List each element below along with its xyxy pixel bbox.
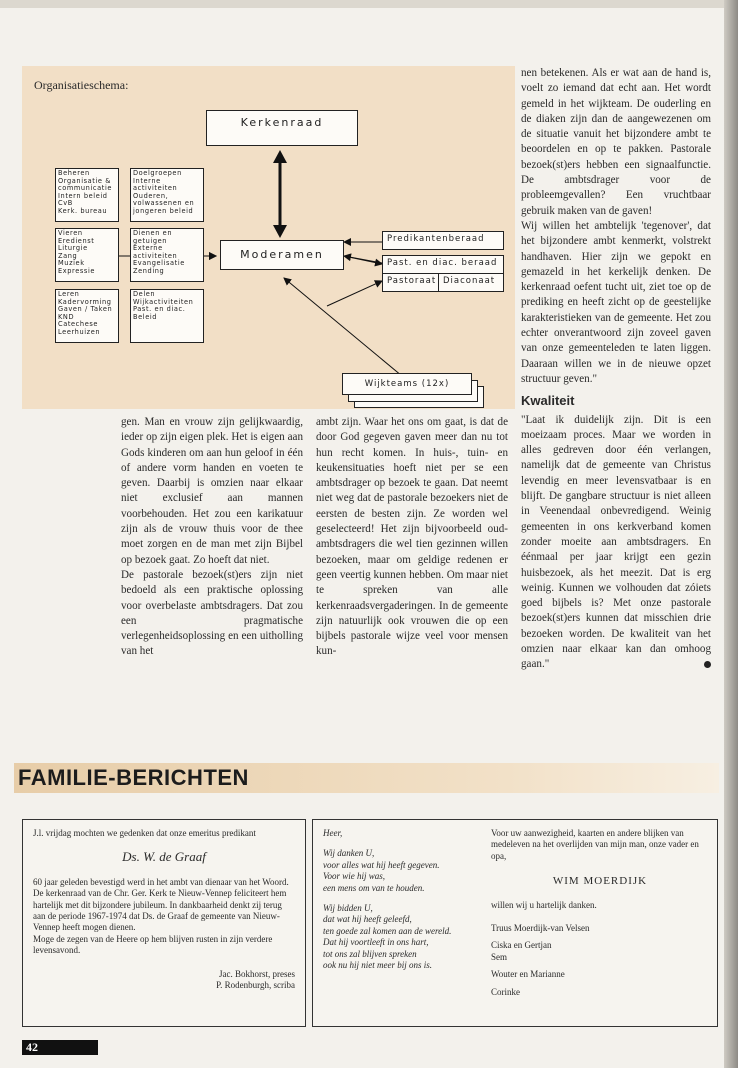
doelgroepen-line: jongeren beleid (133, 206, 194, 215)
poem-line: dat wat hij heeft geleefd, (323, 914, 412, 925)
dienen-line: Evangelisatie (133, 259, 185, 268)
moderamen-label: Moderamen (240, 248, 324, 261)
delen-line: Beleid (133, 312, 158, 321)
leren-line: Leren (58, 290, 80, 298)
memorial-poem (323, 828, 483, 971)
diaconaat-label: Diaconaat (443, 276, 496, 286)
arrow-down-icon (273, 225, 287, 238)
past-diac-beraad-box (382, 255, 504, 274)
beheren-box (55, 168, 119, 222)
vieren-line: Muziek (58, 259, 85, 268)
arrow-up-icon (273, 150, 287, 163)
section-heading-kwaliteit: Kwaliteit (521, 393, 575, 409)
poem-line: voor alles wat hij heeft gegeven. (323, 859, 440, 870)
beheren-line: Beheren (58, 169, 90, 177)
vieren-box (55, 228, 119, 282)
beheren-line: Intern beleid (58, 191, 108, 200)
org-chart-panel (22, 66, 515, 409)
end-mark-icon (704, 661, 711, 668)
vieren-line: Vieren (58, 229, 83, 237)
deceased-name: WIM MOERDIJK (552, 875, 648, 888)
thanks-intro: Voor uw aanwezigheid, kaarten en andere blijken van medeleven na het overlijden van mijn man, onze vader en opa, (491, 828, 699, 861)
predikantenberaad-box (382, 231, 504, 250)
poem-line: Wij danken U, (323, 848, 375, 859)
doelgroepen-line: activiteiten (133, 184, 178, 193)
moderamen-box (220, 240, 344, 270)
vieren-line: Eredienst (58, 236, 95, 245)
poem-line: ten goede zal komen aan de wereld. (323, 925, 452, 936)
beheren-line: communicatie (58, 184, 113, 193)
leren-line: Kadervorming (58, 297, 112, 306)
doelgroepen-line: Interne (133, 176, 161, 185)
dienen-line: getuigen (133, 236, 168, 245)
announcement-text: De kerkenraad van de Chr. Ger. Kerk te Nieuw-Vennep feliciteert hem hartelijk met dit bijzondere jubileum. In dankbaarheid denkt zij terug aan de periode 1967-1974 dat Ds. de Graaf de gemeente van Nieuw-Vennep heeft mogen dienen. (33, 888, 287, 933)
wijkteams-box (342, 373, 472, 395)
kwaliteit-text: "Laat ik duidelijk zijn. Dit is een moeizaam proces. Maar we worden in alles gedreven door één verlangen, namelijk dat de gemeente van Christus levendig en meer levensvatbaar is en blijft. De gangbare structuur is niet alleen in Veenendaal onbevredigend. Weinig gemeenten in ons kerkverband komen zonder moeite aan ambtsdragers. En éénmaal per jaar krijgt een gezin huisbezoek, als het meezit. Dat is erg weinig. Kunnen we volhouden dat zóiets goed bijbels is? Met onze pastorale bezoek(st)ers kunnen dat misschien drie bezoeken worden. De kwaliteit van het omzien naar elkaar kan dan omhoog gaan." (521, 413, 711, 671)
announcement-intro: J.l. vrijdag mochten we gedenken dat onze emeritus predikant (33, 828, 256, 838)
wijkteams-link (284, 278, 402, 376)
delen-line: Delen (133, 290, 156, 298)
signature-preses: Jac. Bokhorst, preses (219, 968, 295, 979)
dienen-line: Externe (133, 244, 163, 253)
poem-line: tot ons zal blijven spreken (323, 948, 417, 959)
article-paragraph: Wij willen het ambtelijk 'tegenover', dat het bijzondere ambt kenmerkt, volstrekt handhaven. Hier zijn we gepokt en gemazeld in het kerkelijk denken. De kerkenraad oefent tucht uit, ziet toe op de prediking en heeft zicht op de geestelijke karakteristieken van de gemeente. Het zou echter onverantwoord zijn zoveel gaven van onze gemeenteleden te laten liggen. Daaraan willen we in de nieuwe opzet structuur geven." (521, 219, 711, 385)
pastoraat-box (382, 273, 442, 292)
announcement-text: Moge de zegen van de Heere op hem blijven rusten in zijn verdere levensavond. (33, 933, 273, 956)
beheren-line: Kerk. bureau (58, 206, 108, 215)
delen-line: Wijkactiviteiten (133, 297, 194, 306)
poem-line: een mens om van te houden. (323, 882, 425, 893)
poem-line: Wij bidden U, (323, 903, 373, 914)
article-paragraph: gen. Man en vrouw zijn gelijkwaardig, ieder op zijn eigen plek. Het is eigen aan Gods kinderen om aan hun geloof in één of andere vorm handen en voeten te geven. Daarbij is omzien naar elkaar niet exclusief aan mannen voorbehouden. Het zou een karikatuur zijn als de vrouw thuis voor de thee moet zorgen en de man met zijn Bijbel op bezoek gaat. Zo hoeft dat niet. (121, 416, 303, 566)
signature-scriba: P. Rodenburgh, scriba (216, 980, 295, 991)
family-name: Ciska en Gertjan (491, 940, 552, 951)
page-spine-shadow (724, 0, 738, 1068)
doelgroepen-line: volwassenen en (133, 199, 195, 208)
kerkenraad-label: Kerkenraad (240, 116, 324, 129)
article-paragraph: De pastorale bezoek(st)ers zijn niet bedoeld als een praktische oplossing voor overbelaste ambtsdragers. Dat zou een pragmatische verlegenheidsoplossing en een uitholling van het (121, 568, 303, 658)
pastoraat-link (327, 281, 382, 306)
pastoraat-label: Pastoraat (387, 276, 437, 286)
poem-line: Voor wie hij was, (323, 871, 386, 882)
past-diac-beraad-link-out (344, 256, 382, 264)
family-name: Corinke (491, 986, 520, 997)
poem-line: Dat hij voortleeft in ons hart, (323, 937, 429, 948)
article-column-left (121, 415, 303, 660)
article-paragraph (521, 413, 711, 673)
beheren-line: CvB (58, 199, 73, 208)
doelgroepen-line: Doelgroepen (133, 169, 182, 177)
article-column-right (521, 66, 711, 673)
article-paragraph: ambt zijn. Waar het ons om gaat, is dat de door God gegeven gaven meer dan nu tot hun recht komen. In huis-, tuin- en keukensituaties hoeft niet per se een ambtsdrager op bezoek te gaan. Dat neemt niet weg dat de pastorale bezoekers niet de eersten de besten zijn. Ze worden wel geselecteerd! Het zijn bijvoorbeeld oud-ambtsdragers die wel tien gezinnen willen bezoeken, maar om geldige redenen er geen veertig kunnen hebben. Om maar niet te spreken van alle kerkenraadsvergaderingen. In de gemeente zijn natuurlijk ook vrouwen die op een bijbels pastorale wijze veel voor mensen kun- (316, 416, 508, 658)
poem-line: ook nu hij niet meer bij ons is. (323, 960, 432, 971)
article-paragraph: nen betekenen. Als er wat aan de hand is, voelt zo iemand dat echt aan. Het wordt gemeld in het wijkteam. De ouderling en de diaken zijn dan de aangewezenen om de situatie vanuit het bijzondere ambt te beoordelen en op te pakken. Pastorale bezoek(st)ers hebben een signaalfunctie. De ambtsdrager voor de probleemgevallen? Een vruchtbaar gebruik maken van de gaven! (521, 67, 711, 217)
dienen-line: activiteiten (133, 251, 178, 260)
wijkteams-label: Wijkteams (12x) (364, 379, 450, 389)
kerkenraad-box (206, 110, 358, 146)
vieren-line: Liturgie (58, 244, 88, 253)
org-chart-title: Organisatieschema: (34, 78, 129, 92)
announcement-text: 60 jaar geleden bevestigd werd in het ambt van dienaar van het Woord. (33, 876, 289, 887)
familie-berichten-title: FAMILIE-BERICHTEN (18, 765, 249, 790)
announcement-name: Ds. W. de Graaf (122, 849, 206, 865)
diaconaat-box (438, 273, 504, 292)
beheren-line: Organisatie & (58, 176, 112, 185)
page-number: 42 (22, 1040, 98, 1055)
vieren-line: Zang (58, 251, 78, 260)
predikantenberaad-label: Predikantenberaad (387, 234, 485, 244)
dienen-box (130, 228, 204, 282)
leren-box (55, 289, 119, 343)
dienen-line: Dienen en (133, 229, 173, 237)
thanks-text: willen wij u hartelijk danken. (491, 899, 597, 910)
announcement-moerdijk (312, 819, 718, 1027)
leren-line: Catechese (58, 320, 99, 329)
delen-box (130, 289, 204, 343)
leren-line: Leerhuizen (58, 327, 101, 336)
past-diac-beraad-label: Past. en diac. beraad (387, 258, 498, 268)
article-column-middle (316, 415, 508, 660)
delen-line: Past. en diac. (133, 305, 186, 314)
family-name: Sem (491, 951, 508, 962)
familie-berichten-banner (14, 763, 719, 793)
leren-line: KND (58, 312, 75, 321)
poem-line: Heer, (323, 828, 343, 838)
doelgroepen-box (130, 168, 204, 222)
announcement-jubileum (22, 819, 306, 1027)
leren-line: Gaven / Taken (58, 305, 113, 314)
family-name: Wouter en Marianne (491, 969, 565, 980)
dienen-line: Zending (133, 266, 165, 275)
doelgroepen-line: Ouderen, (133, 191, 169, 200)
page-top-edge (0, 0, 738, 8)
thanks-notice (491, 828, 709, 998)
family-name: Truus Moerdijk-van Velsen (491, 923, 590, 934)
vieren-line: Expressie (58, 266, 96, 275)
